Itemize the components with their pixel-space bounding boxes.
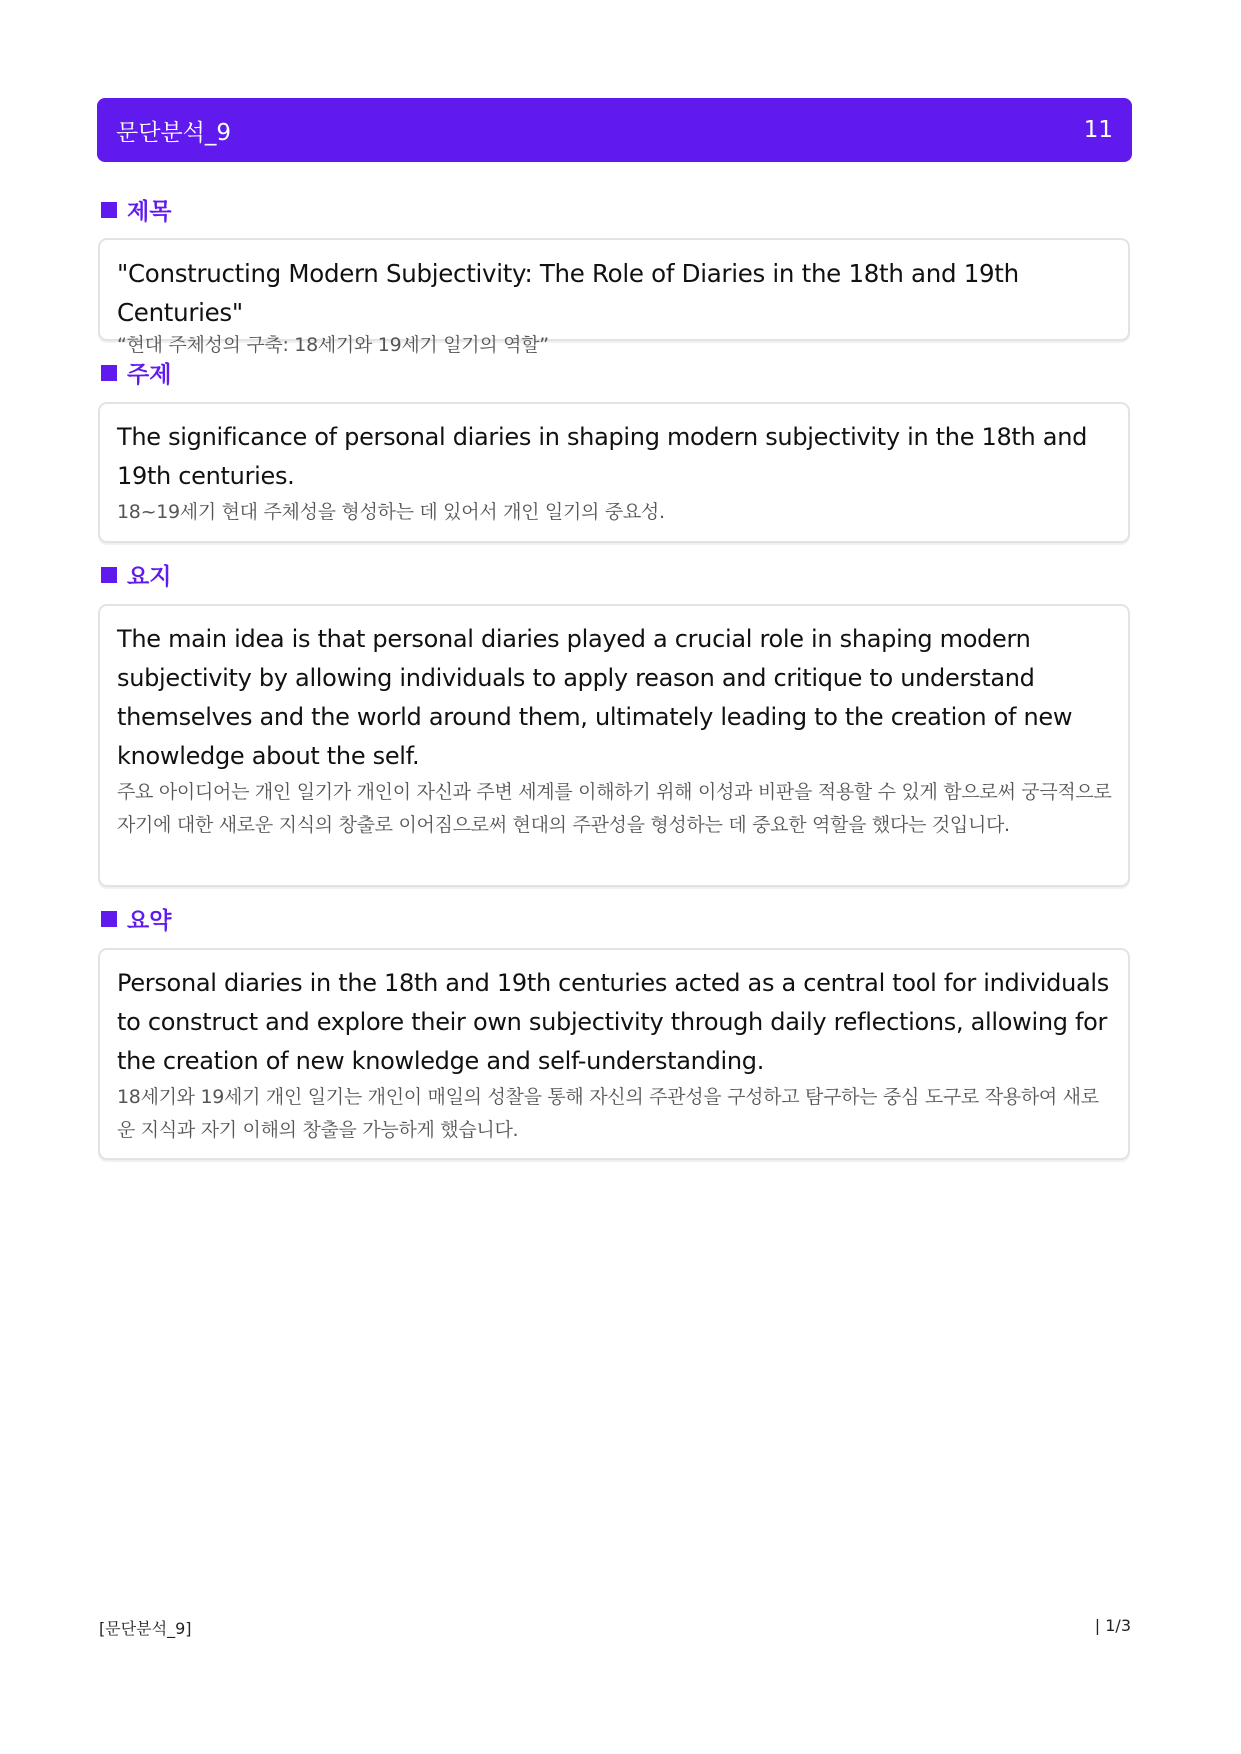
- document-title: 문단분석_9: [116, 119, 232, 146]
- footer-document-name: [문단분석_9]: [99, 1619, 192, 1638]
- section-label-topic: [101, 356, 171, 389]
- title-box: [98, 238, 1130, 356]
- english-text: The main idea is that personal diaries played a crucial role in shaping modern subjectivity by allowing individuals to apply reason and critique to understand themselves and the world around them, ultimately leading to the creation of new knowledge about the self.: [117, 625, 1073, 770]
- summary-box: [98, 948, 1130, 1160]
- section-label-text: 요지: [127, 564, 172, 590]
- topic-box: [98, 402, 1130, 543]
- header-bar: [97, 98, 1132, 162]
- english-text: "Constructing Modern Subjectivity: The Role of Diaries in the 18th and 19th Centuries": [117, 259, 1019, 327]
- section-label-text: 요약: [127, 908, 172, 934]
- footer-page-number: | 1/3: [1094, 1616, 1131, 1635]
- square-bullet-icon: [101, 365, 117, 381]
- section-label-text: 제목: [127, 199, 172, 225]
- english-text: The significance of personal diaries in shaping modern subjectivity in the 18th and 19th centuries.: [117, 423, 1088, 490]
- section-label-main-idea: [101, 558, 171, 591]
- section-label-text: 주제: [127, 362, 172, 388]
- passage-number: 11: [1083, 117, 1113, 143]
- korean-text: “현대 주체성의 구축: 18세기와 19세기 일기의 역할”: [117, 334, 549, 356]
- square-bullet-icon: [101, 567, 117, 583]
- korean-text: 18세기와 19세기 개인 일기는 개인이 매일의 성찰을 통해 자신의 주관성을 구성하고 탐구하는 중심 도구로 작용하여 새로운 지식과 자기 이해의 창출을 가능하게 했습니다.: [117, 1086, 1099, 1141]
- section-label-summary: [101, 902, 171, 935]
- korean-text: 18~19세기 현대 주체성을 형성하는 데 있어서 개인 일기의 중요성.: [117, 501, 665, 523]
- korean-text: 주요 아이디어는 개인 일기가 개인이 자신과 주변 세계를 이해하기 위해 이성과 비판을 적용할 수 있게 함으로써 궁극적으로 자기에 대한 새로운 지식의 창출로 이어짐으로써 현대의 주관성을 형성하는 데 중요한 역할을 했다는 것입니다.: [117, 781, 1112, 836]
- main-idea-box: [98, 604, 1130, 887]
- english-text: Personal diaries in the 18th and 19th centuries acted as a central tool for individuals to construct and explore their own subjectivity through daily reflections, allowing for the creation of new knowledge and self-understanding.: [117, 969, 1109, 1075]
- section-label-title: [101, 193, 171, 226]
- square-bullet-icon: [101, 911, 117, 927]
- square-bullet-icon: [101, 202, 117, 218]
